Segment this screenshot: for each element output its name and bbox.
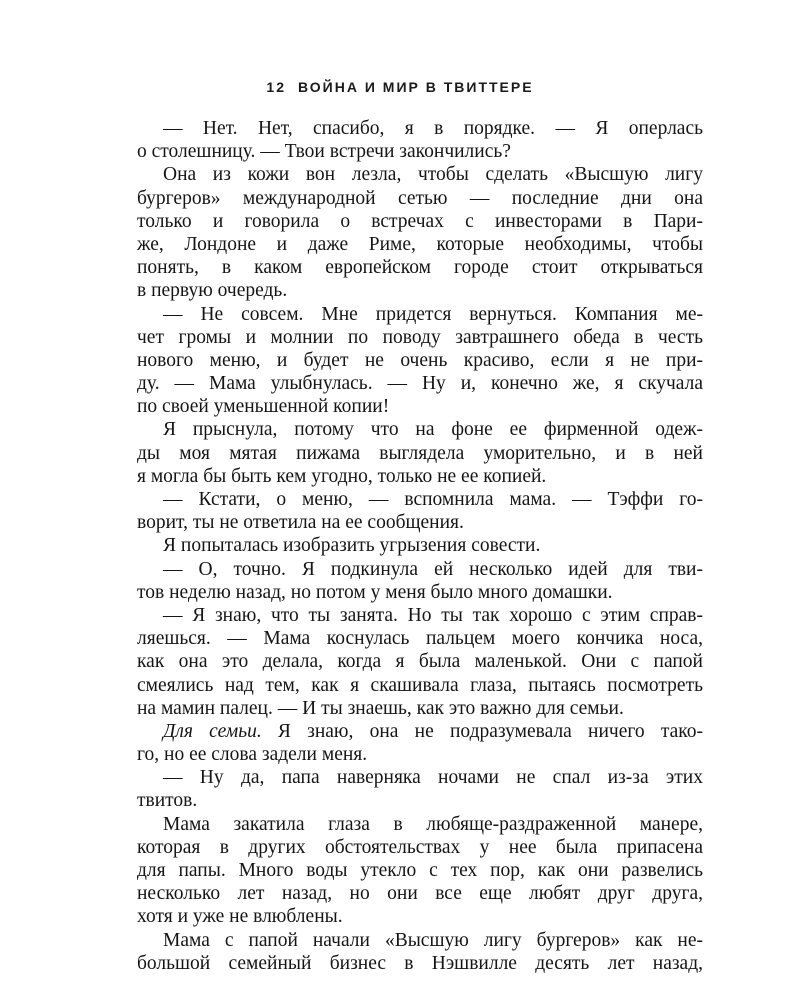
book-title: ВОЙНА И МИР В ТВИТТЕРЕ [298,79,534,95]
text-line: о столешницу. — Твои встречи закончились? [137,141,511,163]
text-line: я могла бы быть кем угодно, только не ее копией. [137,465,547,487]
text-line: в первую очередь. [137,280,288,302]
text-line: по своей уменьшенной копии! [137,396,390,418]
text-line: только и говорила о встречах с инвесторами в Пари- [137,210,703,232]
text-line: смеялись над тем, как я скашивала глаза, пытаясь посмотреть [137,674,703,696]
text-line: для папы. Много воды утекло с тех пор, как они развелись [137,860,703,881]
text-line [137,720,703,743]
text-line: ляешься. — Мама коснулась пальцем моего кончика носа, [137,628,703,650]
text-line: Она из кожи вон лезла, чтобы сделать «Высшую лигу [163,164,703,186]
text-line: ду. — Мама улыбнулась. — Ну и, конечно же, я скучала [137,373,703,395]
text-line: чет громы и молнии по поводу завтрашнего обеда в честь [137,326,703,348]
text-line: бургеров» международной сетью — последние дни она [137,187,703,209]
line-text: Я знаю, она не подразумевала ничего тако- [277,720,703,742]
text-line: ворит, ты не ответила на ее сообщения. [137,512,464,534]
body-text [137,117,703,975]
text-line: — Кстати, о меню, — вспомнила мама. — Тэффи го- [163,489,703,510]
text-line: большой семейный бизнес в Нэшвилле десять лет назад, [137,952,703,974]
running-head [0,79,800,95]
text-line: — Нет. Нет, спасибо, я в порядке. — Я оперлась [163,118,703,139]
italic-phrase: Для семьи. [163,720,262,742]
text-line: ды моя мятая пижама выглядела уморительно, и в ней [137,442,703,464]
page-number: 12 [266,79,286,95]
text-line: — Не совсем. Мне придется вернуться. Компания ме- [163,303,703,325]
text-line: Я попыталась изобразить угрызения совести. [163,535,541,557]
text-line: — Ну да, папа наверняка ночами не спал из-за этих [163,767,703,789]
text-line: го, но ее слова задели меня. [137,744,368,766]
text-line: хотя и уже не влюблены. [137,906,343,928]
text-line: Мама закатила глаза в любяще-раздраженной манере, [163,813,703,835]
text-line: Я прыснула, потому что на фоне ее фирменной одеж- [163,419,703,441]
text-line: Мама с папой начали «Высшую лигу бургеров» как не- [163,929,703,951]
text-line: — О, точно. Я подкинула ей несколько идей для тви- [163,558,703,580]
text-line: как она это делала, когда я была маленькой. Они с папой [137,651,703,673]
text-line: тов неделю назад, но потом у меня было много домашки. [137,581,613,603]
text-line: на мамин палец. — И ты знаешь, как это важно для семьи. [137,697,624,719]
text-line: же, Лондоне и даже Риме, которые необходимы, чтобы [137,233,703,255]
text-line: которая в других обстоятельствах у нее была припасена [137,836,703,858]
text-line: твитов. [137,790,198,812]
text-line: — Я знаю, что ты занята. Но ты так хорошо с этим справ- [163,604,703,626]
text-line: нового меню, и будет не очень красиво, если я не при- [137,349,703,371]
text-line: несколько лет назад, но они все еще любят друг друга, [137,883,703,905]
text-line: понять, в каком европейском городе стоит открываться [137,257,703,279]
